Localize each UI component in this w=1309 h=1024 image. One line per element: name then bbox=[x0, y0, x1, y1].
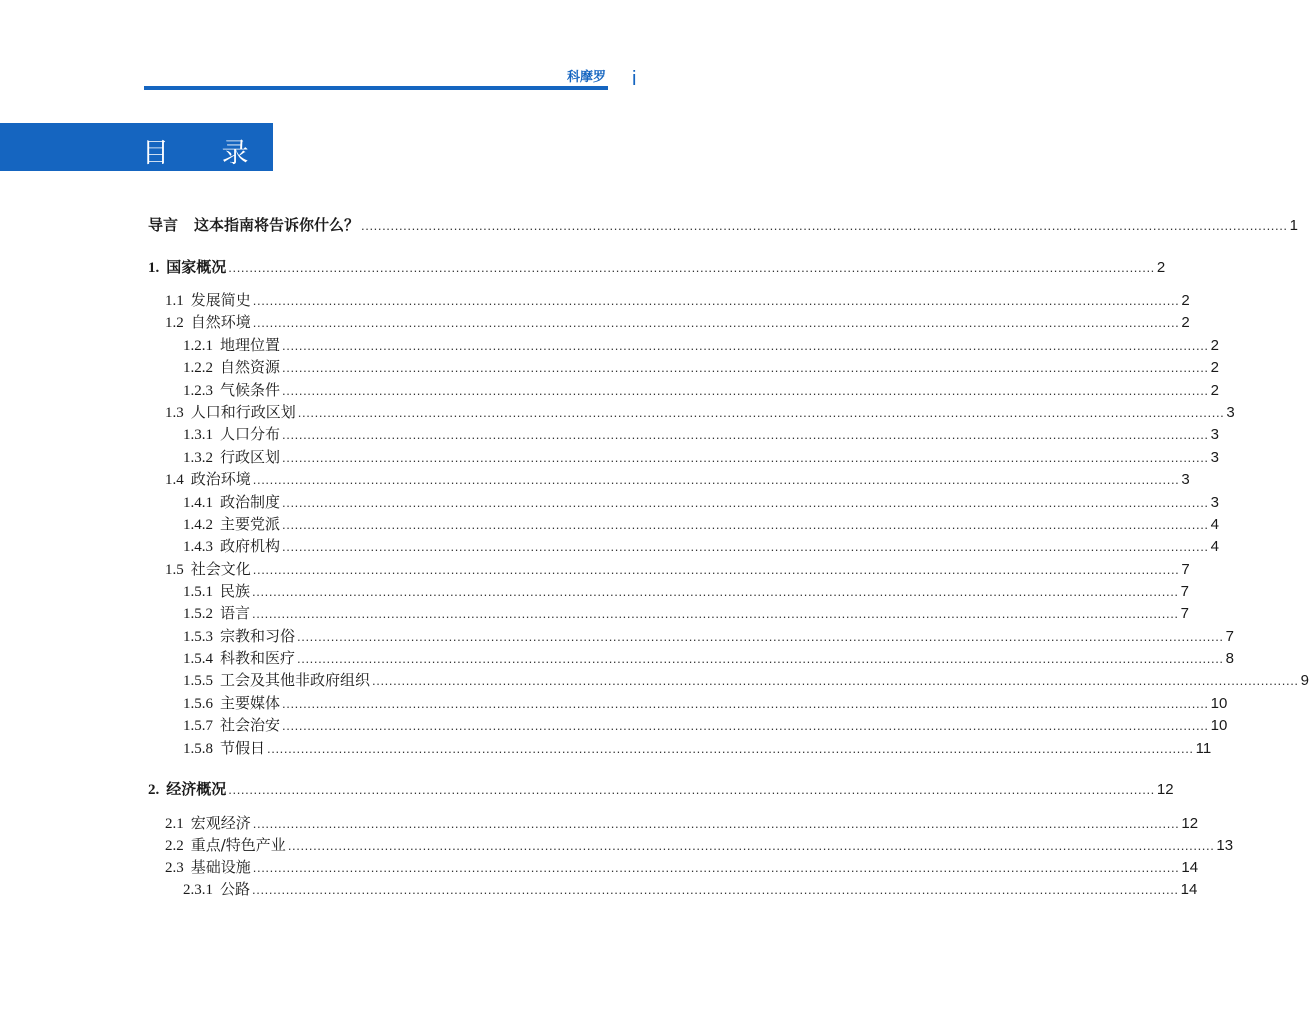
toc-entry-number: 1.2.1 bbox=[183, 338, 213, 354]
dot-leader: ............................................................................................................................................................................................................................ bbox=[372, 673, 1299, 688]
toc-entry[interactable] bbox=[148, 778, 1174, 798]
running-header-title: 科摩罗 bbox=[566, 70, 606, 85]
toc-entry[interactable] bbox=[183, 356, 1219, 376]
toc-entry-text: 社会文化 bbox=[190, 560, 251, 578]
toc-entry-page: 2 bbox=[1181, 314, 1190, 331]
dot-leader: ............................................................................................................................................................................................................................ bbox=[282, 360, 1209, 375]
toc-entry-page: 2 bbox=[1210, 337, 1219, 354]
toc-entry-label bbox=[183, 580, 250, 601]
dot-leader: ............................................................................................................................................................................................................................ bbox=[228, 782, 1155, 797]
toc-entry-text: 自然资源 bbox=[220, 358, 281, 376]
toc-entry[interactable] bbox=[183, 423, 1219, 443]
toc-entry-page: 14 bbox=[1181, 859, 1199, 876]
toc-entry-text: 基础设施 bbox=[190, 858, 251, 876]
toc-entry-text: 人口和行政区划 bbox=[190, 403, 296, 421]
toc-entry-label bbox=[183, 513, 280, 534]
toc-entry-number: 1.5.4 bbox=[183, 651, 213, 667]
dot-leader: ............................................................................................................................................................................................................................ bbox=[282, 383, 1209, 398]
toc-entry-text: 这本指南将告诉你什么？ bbox=[194, 216, 360, 234]
toc-entry-number: 2.2 bbox=[165, 838, 184, 854]
toc-entry[interactable] bbox=[183, 647, 1234, 667]
toc-entry-page: 14 bbox=[1180, 881, 1198, 898]
dot-leader: ............................................................................................................................................................................................................................ bbox=[252, 472, 1180, 487]
toc-entry-page: 11 bbox=[1195, 740, 1212, 757]
toc-entry-text: 经济概况 bbox=[166, 780, 227, 798]
toc-entry-number: 1.5.5 bbox=[183, 673, 213, 689]
toc-entry-page: 13 bbox=[1216, 837, 1234, 854]
toc-entry-label bbox=[165, 468, 251, 489]
toc-entry-label bbox=[165, 401, 296, 422]
toc-entry[interactable] bbox=[183, 334, 1219, 354]
toc-entry-page: 4 bbox=[1210, 516, 1219, 533]
toc-entry[interactable] bbox=[165, 558, 1190, 578]
toc-entry[interactable] bbox=[183, 625, 1234, 645]
toc-entry-number: 1.4.3 bbox=[183, 539, 213, 555]
toc-entry-number: 1.4.1 bbox=[183, 495, 213, 511]
toc-entry-label bbox=[183, 625, 295, 646]
toc-entry-label bbox=[183, 602, 250, 623]
toc-entry-label bbox=[183, 737, 265, 758]
toc-entry[interactable] bbox=[183, 513, 1219, 533]
toc-entry-label bbox=[183, 669, 370, 690]
toc-entry-number: 1.1 bbox=[165, 293, 184, 309]
toc-entry-number: 1.3.1 bbox=[183, 427, 213, 443]
dot-leader: ............................................................................................................................................................................................................................ bbox=[267, 741, 1194, 756]
toc-entry-page: 3 bbox=[1210, 449, 1219, 466]
toc-entry-label bbox=[183, 714, 280, 735]
dot-leader: ............................................................................................................................................................................................................................ bbox=[252, 315, 1180, 330]
toc-entry[interactable] bbox=[183, 535, 1219, 555]
dot-leader: ............................................................................................................................................................................................................................ bbox=[282, 427, 1209, 442]
toc-entry-number: 1.5 bbox=[165, 562, 184, 578]
toc-entry-text: 主要党派 bbox=[220, 515, 281, 533]
toc-entry[interactable] bbox=[183, 446, 1219, 466]
toc-entry-text: 行政区划 bbox=[220, 448, 281, 466]
toc-entry-page: 3 bbox=[1181, 471, 1190, 488]
toc-entry-page: 12 bbox=[1181, 815, 1199, 832]
toc-entry-label bbox=[183, 535, 280, 556]
toc-entry-text: 发展简史 bbox=[190, 291, 251, 309]
toc-entry-label bbox=[165, 834, 286, 855]
toc-entry-page: 2 bbox=[1156, 259, 1166, 276]
toc-entry-number: 1.2 bbox=[165, 315, 184, 331]
toc-entry-text: 重点/特色产业 bbox=[190, 836, 286, 854]
dot-leader: ............................................................................................................................................................................................................................ bbox=[252, 860, 1180, 875]
toc-entry[interactable] bbox=[165, 856, 1199, 876]
toc-entry-page: 3 bbox=[1210, 494, 1219, 511]
toc-entry-text: 宗教和习俗 bbox=[220, 627, 296, 645]
toc-entry-number: 1.5.2 bbox=[183, 606, 213, 622]
toc-entry[interactable] bbox=[165, 401, 1235, 421]
toc-entry-label bbox=[148, 256, 226, 277]
toc-entry-number: 1.4.2 bbox=[183, 517, 213, 533]
toc-entry-page: 12 bbox=[1156, 781, 1174, 798]
toc-entry-text: 主要媒体 bbox=[220, 694, 281, 712]
toc-entry-page: 10 bbox=[1210, 695, 1228, 712]
toc-entry[interactable] bbox=[183, 602, 1189, 622]
toc-entry-page: 7 bbox=[1181, 561, 1190, 578]
toc-entry-page: 2 bbox=[1181, 292, 1190, 309]
toc-entry-number: 1. bbox=[148, 260, 160, 276]
toc-entry-page: 3 bbox=[1210, 426, 1219, 443]
toc-entry-text: 气候条件 bbox=[220, 381, 281, 399]
toc-entry-text: 科教和医疗 bbox=[220, 649, 296, 667]
toc-entry[interactable] bbox=[165, 834, 1234, 854]
toc-entry-number: 1.3 bbox=[165, 405, 184, 421]
toc-entry-number: 2.1 bbox=[165, 816, 184, 832]
toc-entry-text: 民族 bbox=[220, 582, 251, 600]
toc-entry-text: 工会及其他非政府组织 bbox=[220, 671, 371, 689]
toc-entry-label bbox=[148, 214, 359, 235]
toc-entry-label bbox=[183, 356, 280, 377]
toc-entry-text: 政府机构 bbox=[220, 537, 281, 555]
toc-entry-label bbox=[183, 692, 280, 713]
toc-entry-text: 地理位置 bbox=[220, 336, 281, 354]
dot-leader: ............................................................................................................................................................................................................................ bbox=[287, 838, 1215, 853]
toc-entry-number: 2.3 bbox=[165, 860, 184, 876]
toc-entry[interactable] bbox=[148, 214, 1298, 234]
dot-leader: ............................................................................................................................................................................................................................ bbox=[282, 517, 1209, 532]
toc-entry[interactable] bbox=[165, 311, 1190, 331]
toc-entry[interactable] bbox=[183, 737, 1212, 757]
dot-leader: ............................................................................................................................................................................................................................ bbox=[282, 450, 1209, 465]
toc-entry[interactable] bbox=[183, 491, 1219, 511]
toc-entry-number: 1.5.6 bbox=[183, 696, 213, 712]
toc-entry-label bbox=[148, 778, 226, 799]
dot-leader: ............................................................................................................................................................................................................................ bbox=[228, 260, 1155, 275]
toc-entry-label bbox=[183, 334, 280, 355]
toc-entry-label bbox=[165, 856, 251, 877]
header-rule bbox=[144, 86, 608, 90]
dot-leader: ............................................................................................................................................................................................................................ bbox=[252, 562, 1180, 577]
dot-leader: ............................................................................................................................................................................................................................ bbox=[282, 539, 1209, 554]
toc-entry-text: 宏观经济 bbox=[190, 814, 251, 832]
toc-entry-label bbox=[183, 423, 280, 444]
dot-leader: ............................................................................................................................................................................................................................ bbox=[252, 584, 1179, 599]
toc-entry[interactable] bbox=[183, 669, 1309, 689]
toc-entry[interactable] bbox=[165, 289, 1190, 309]
toc-entry-number: 1.2.3 bbox=[183, 383, 213, 399]
dot-leader: ............................................................................................................................................................................................................................ bbox=[297, 651, 1224, 666]
toc-entry-page: 4 bbox=[1210, 538, 1219, 555]
toc-entry-label bbox=[183, 647, 295, 668]
dot-leader: ............................................................................................................................................................................................................................ bbox=[282, 338, 1209, 353]
toc-entry-page: 2 bbox=[1210, 382, 1219, 399]
toc-entry-label bbox=[183, 878, 250, 899]
toc-entry-number: 导言 bbox=[148, 216, 179, 234]
toc-entry-text: 语言 bbox=[220, 604, 251, 622]
dot-leader: ............................................................................................................................................................................................................................ bbox=[252, 293, 1180, 308]
toc-entry-label bbox=[165, 558, 251, 579]
toc-entry-text: 节假日 bbox=[220, 739, 266, 757]
toc-entry-label bbox=[183, 446, 280, 467]
toc-entry-page: 10 bbox=[1210, 717, 1228, 734]
toc-entry-number: 2.3.1 bbox=[183, 882, 213, 898]
dot-leader: ............................................................................................................................................................................................................................ bbox=[282, 495, 1209, 510]
toc-entry[interactable] bbox=[165, 812, 1199, 832]
toc-entry-label bbox=[165, 311, 251, 332]
toc-entry[interactable] bbox=[183, 714, 1228, 734]
toc-entry-label bbox=[165, 812, 251, 833]
toc-entry[interactable] bbox=[183, 692, 1228, 712]
toc-entry-page: 7 bbox=[1180, 605, 1189, 622]
toc-entry-page: 7 bbox=[1180, 583, 1189, 600]
dot-leader: ............................................................................................................................................................................................................................ bbox=[282, 718, 1209, 733]
dot-leader: ............................................................................................................................................................................................................................ bbox=[252, 816, 1180, 831]
toc-entry-page: 8 bbox=[1225, 650, 1234, 667]
dot-leader: ............................................................................................................................................................................................................................ bbox=[297, 629, 1224, 644]
toc-title: 目 录 bbox=[142, 138, 271, 169]
page-number: i bbox=[632, 68, 637, 90]
toc-entry-text: 政治环境 bbox=[190, 470, 251, 488]
toc-entry[interactable] bbox=[148, 256, 1166, 276]
toc-entry-number: 1.5.8 bbox=[183, 741, 213, 757]
toc-entry-label bbox=[183, 491, 280, 512]
toc-entry-page: 2 bbox=[1210, 359, 1219, 376]
dot-leader: ............................................................................................................................................................................................................................ bbox=[252, 882, 1179, 897]
dot-leader: ............................................................................................................................................................................................................................ bbox=[297, 405, 1225, 420]
toc-entry-number: 1.3.2 bbox=[183, 450, 213, 466]
toc-entry-number: 2. bbox=[148, 782, 160, 798]
dot-leader: ............................................................................................................................................................................................................................ bbox=[361, 218, 1288, 233]
toc-entry-number: 1.5.1 bbox=[183, 584, 213, 600]
toc-entry-text: 自然环境 bbox=[190, 313, 251, 331]
toc-entry[interactable] bbox=[183, 379, 1219, 399]
toc-entry-number: 1.4 bbox=[165, 472, 184, 488]
toc-entry-text: 政治制度 bbox=[220, 493, 281, 511]
toc-entry-page: 9 bbox=[1300, 672, 1309, 689]
toc-entry-label bbox=[165, 289, 251, 310]
toc-entry-text: 国家概况 bbox=[166, 258, 227, 276]
toc-entry-number: 1.5.3 bbox=[183, 629, 213, 645]
dot-leader: ............................................................................................................................................................................................................................ bbox=[252, 606, 1179, 621]
toc-entry-page: 1 bbox=[1289, 217, 1298, 234]
toc-entry-page: 3 bbox=[1226, 404, 1235, 421]
toc-entry[interactable] bbox=[165, 468, 1190, 488]
toc-entry[interactable] bbox=[183, 580, 1189, 600]
toc-entry-page: 7 bbox=[1225, 628, 1234, 645]
toc-entry-number: 1.5.7 bbox=[183, 718, 213, 734]
dot-leader: ............................................................................................................................................................................................................................ bbox=[282, 696, 1209, 711]
toc-entry-text: 人口分布 bbox=[220, 425, 281, 443]
toc-entry[interactable] bbox=[183, 878, 1198, 898]
toc-entry-text: 公路 bbox=[220, 880, 251, 898]
toc-entry-label bbox=[183, 379, 280, 400]
toc-entry-text: 社会治安 bbox=[220, 716, 281, 734]
toc-entry-number: 1.2.2 bbox=[183, 360, 213, 376]
